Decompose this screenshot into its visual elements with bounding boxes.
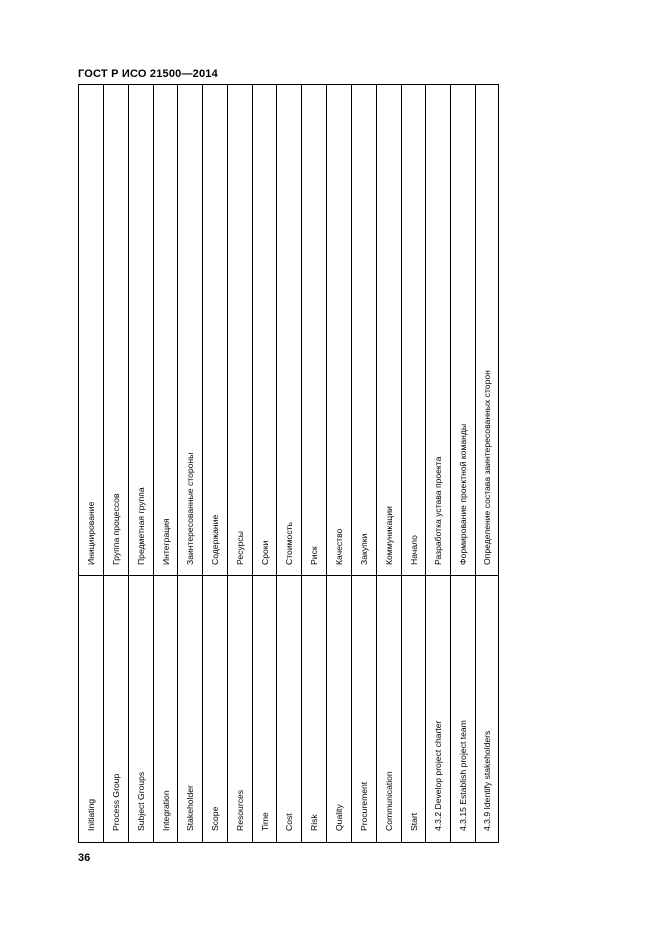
page-number: 36	[78, 852, 91, 864]
table-row	[104, 85, 129, 842]
term-en: Cost	[284, 813, 294, 831]
term-en: Communication	[384, 771, 394, 831]
table-row	[451, 85, 476, 842]
table-row	[203, 85, 228, 842]
term-ru: Группа процессов	[111, 493, 121, 565]
term-ru: Формирование проектной команды	[458, 423, 468, 565]
table-row	[253, 85, 277, 842]
term-en: Start	[408, 812, 419, 831]
table-row	[277, 85, 302, 842]
term-en: Scope	[210, 806, 220, 831]
page-header: ГОСТ Р ИСО 21500—2014	[78, 68, 218, 80]
table-row	[129, 85, 154, 842]
term-en: 4.3.15 Establish project team	[458, 720, 468, 831]
table-row	[352, 85, 377, 842]
term-en: Resources	[235, 789, 245, 831]
term-en: Risk	[309, 814, 319, 831]
term-ru: Предметная группа	[136, 487, 146, 565]
term-ru: Сроки	[259, 540, 270, 565]
term-ru: Стоимость	[284, 521, 294, 565]
glossary-table	[78, 84, 499, 843]
term-ru: Интеграция	[160, 518, 171, 565]
term-en: Subject Groups	[136, 771, 146, 831]
term-en: 4.3.9 Identify stakeholders	[482, 730, 492, 831]
term-ru: Закупки	[359, 533, 369, 565]
term-ru: Инициирование	[86, 501, 96, 565]
term-ru: Начало	[408, 535, 419, 565]
table-row	[228, 85, 253, 842]
table-row	[178, 85, 203, 842]
term-en: Quality	[334, 804, 344, 831]
term-ru: Риск	[309, 546, 319, 565]
term-ru: Содержание	[210, 514, 220, 565]
table-row	[426, 85, 451, 842]
term-en: 4.3.2 Develop project charter	[433, 720, 443, 831]
term-ru: Ресурсы	[235, 531, 245, 565]
term-ru: Разработка устава проекта	[433, 456, 443, 565]
term-en: Process Group	[111, 773, 121, 831]
table-row	[476, 85, 498, 842]
table-row	[79, 85, 104, 842]
term-ru: Определение состава заинтересованных сторон	[482, 370, 492, 565]
table-row	[402, 85, 426, 842]
term-ru: Качество	[334, 528, 344, 565]
term-en: Initiating	[86, 798, 96, 831]
term-en: Time	[259, 812, 270, 831]
table-row	[377, 85, 402, 842]
table-row	[302, 85, 327, 842]
table-row	[327, 85, 352, 842]
table-row	[154, 85, 178, 842]
term-ru: Коммуникации	[384, 506, 394, 565]
term-ru: Заинтересованные стороны	[185, 452, 195, 565]
term-en: Procurement	[359, 781, 369, 831]
term-en: Stakeholder	[185, 785, 195, 831]
term-en: Integration	[160, 790, 171, 831]
